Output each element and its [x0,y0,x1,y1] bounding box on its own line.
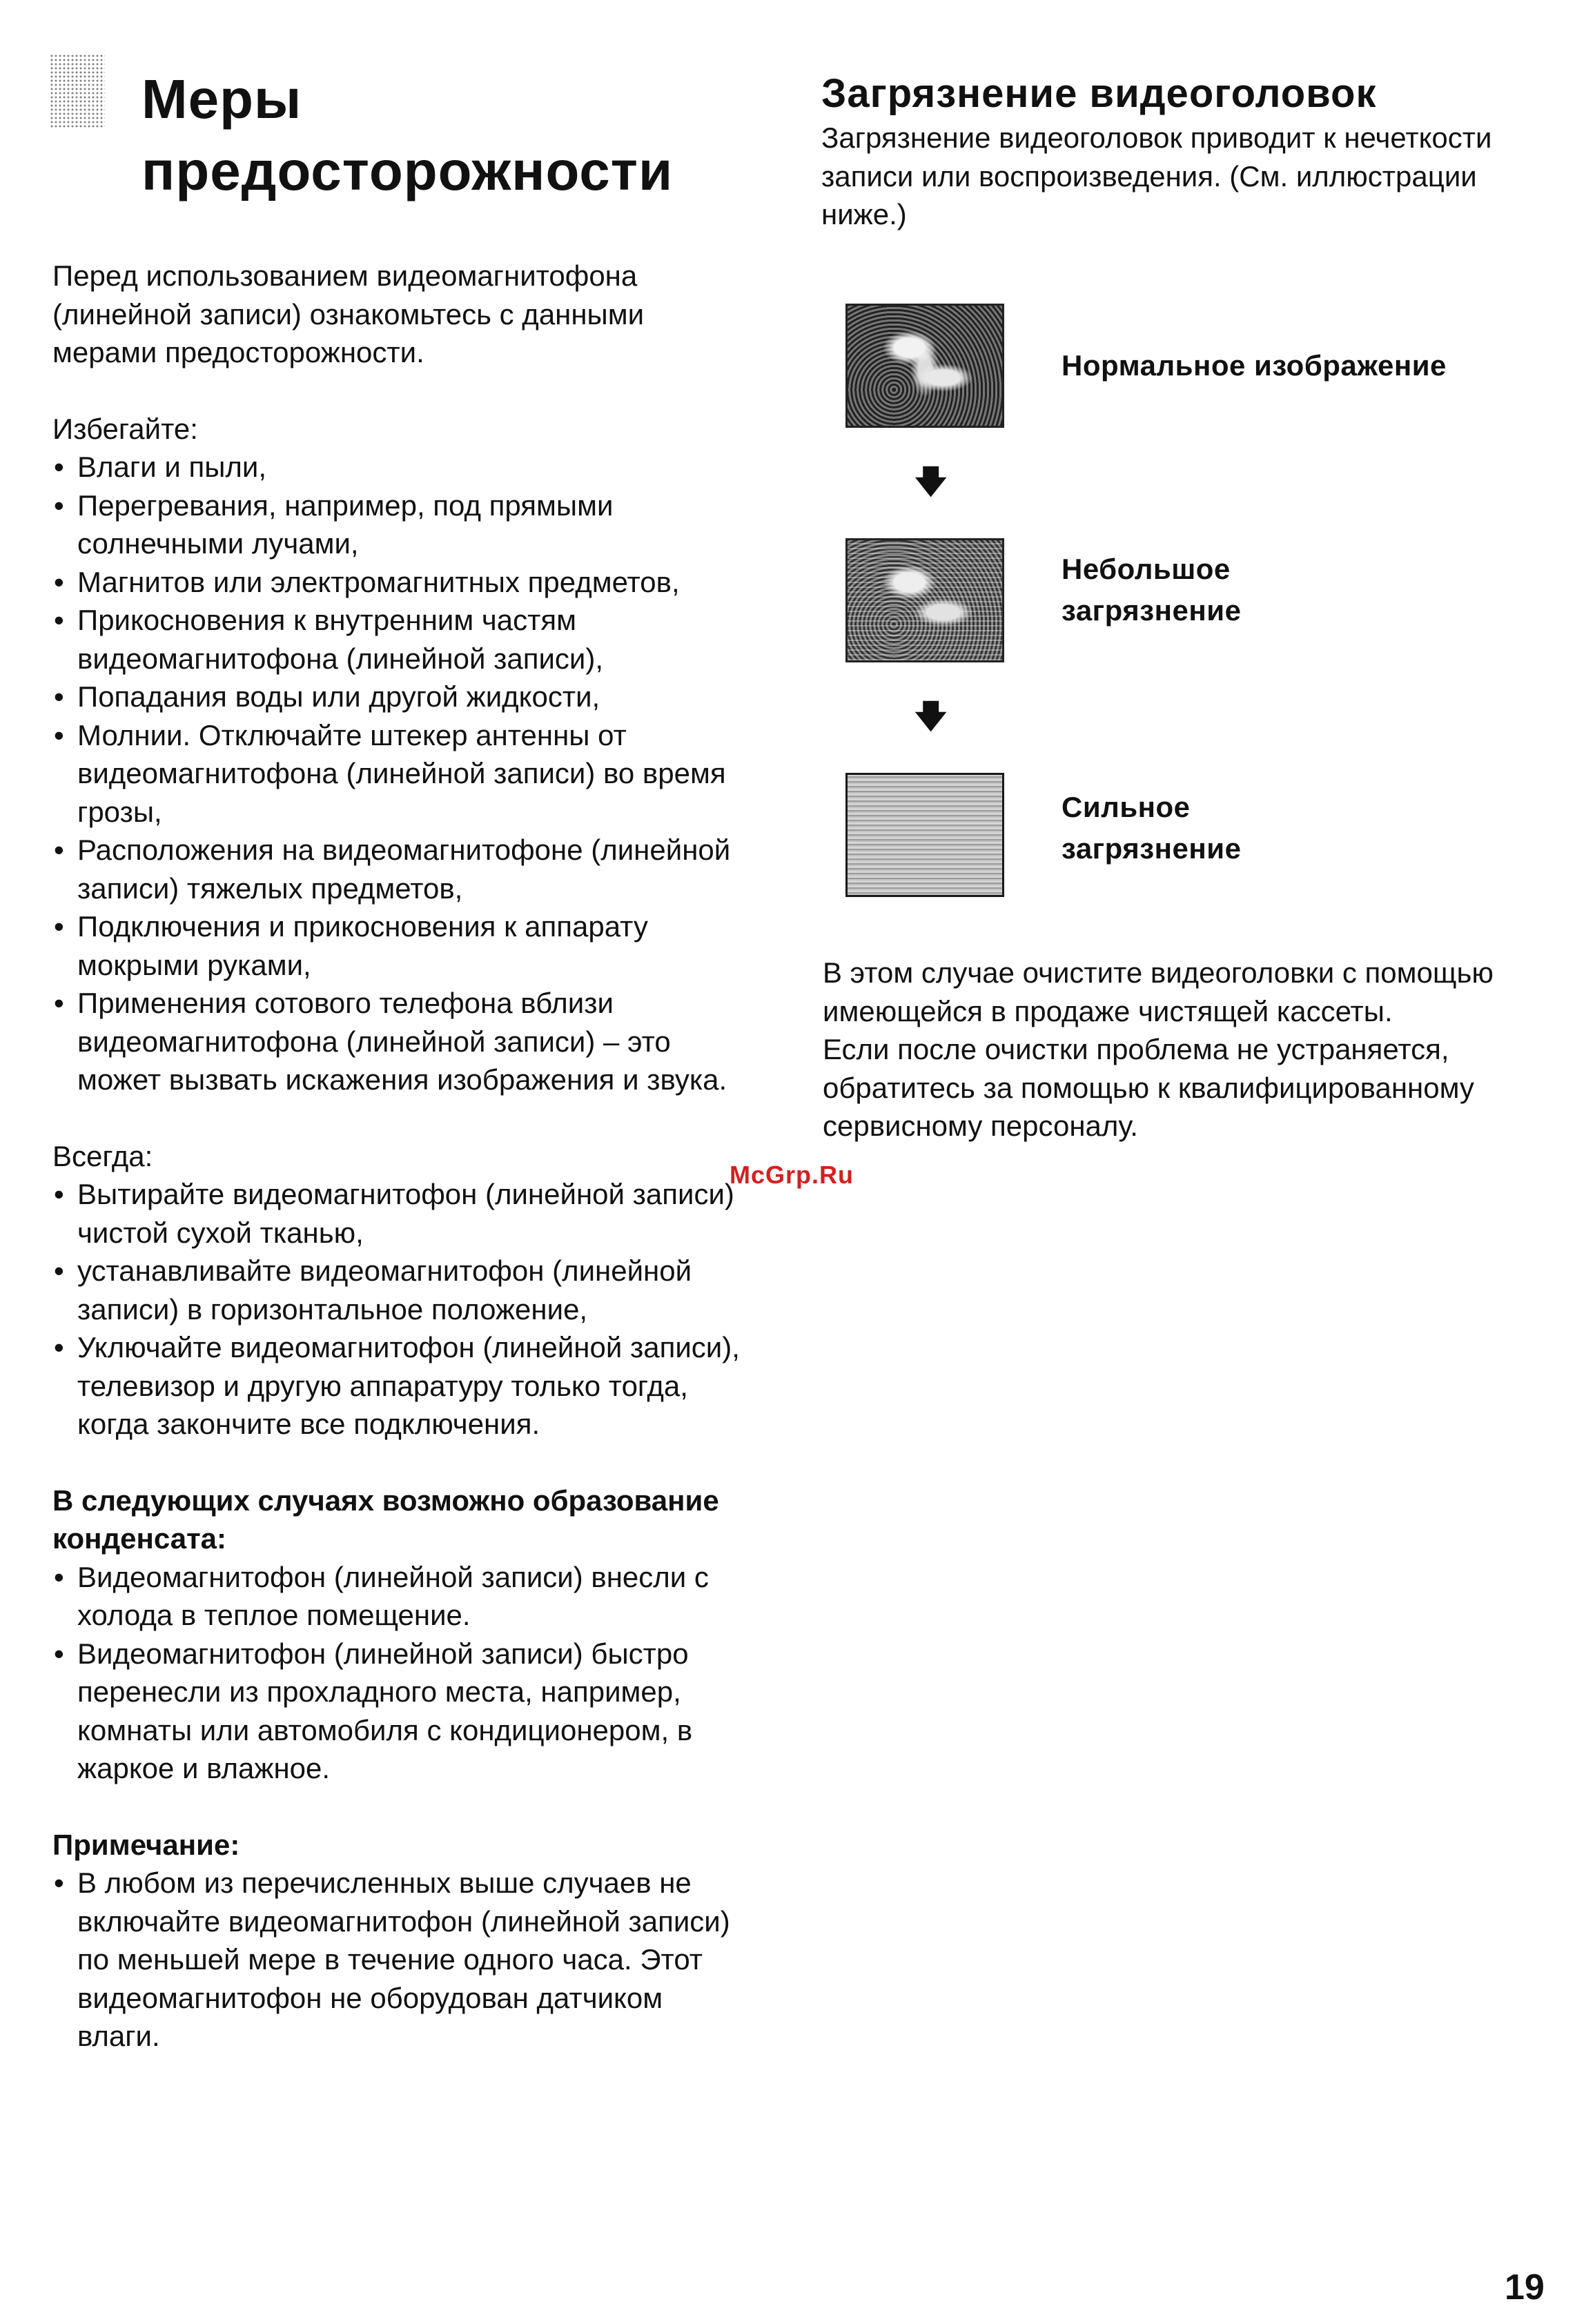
arrow-down-icon: 🡇 [914,464,948,500]
section-intro: Загрязнение видеоголовок приводит к нечеткости записи или воспроизведения. (См. иллюстрации ниже.) [821,121,1492,230]
arrow-down-icon: 🡇 [914,698,948,734]
note-list [52,1864,750,2056]
list-item: • В любом из перечисленных выше случаев не включайте видеомагнитофон (линейной записи) по меньшей мере в течение одного часа. Этот видеомагнитофон не оборудован датчиком влаги. [52,1864,750,2056]
intro-paragraph: Перед использованием видеомагнитофона (линейной записи) ознакомьтесь с данными мерами предосторожности. [52,259,645,368]
list-item: • Перегревания, например, под прямыми солнечными лучами, [52,486,750,563]
section-marker [50,54,105,128]
condensation-list [52,1558,750,1788]
step-label-slight: Небольшое загрязнение [1062,553,1242,627]
picture-quality-illustrations [845,304,1563,897]
always-list [52,1175,750,1444]
page-number: 19 [1505,2267,1545,2307]
list-item: • устанавливайте видеомагнитофон (линейной записи) в горизонтальное положение, [52,1252,750,1328]
watermark: McGrp.Ru [730,1161,854,1189]
list-item: • Вытирайте видеомагнитофон (линейной записи) чистой сухой тканью, [52,1175,750,1252]
list-item: • Подключения и прикосновения к аппарату мокрыми руками, [52,907,750,984]
condensation-heading: В следующих случаях возможно образование конденсата: [52,1484,719,1555]
head-cleaning-section [821,69,1553,234]
cleaning-advice [823,954,1561,1145]
step-label-heavy: Сильное загрязнение [1062,791,1242,865]
normal-picture-illustration [845,304,1004,428]
list-item: • Применения сотового телефона вблизи видеомагнитофона (линейной записи) – это может вызвать искажения изображения и звука. [52,984,750,1099]
list-item: • Магнитов или электромагнитных предметов, [52,563,750,602]
avoid-list [52,448,750,1099]
slight-dirt-picture-illustration [845,538,1004,662]
list-item: • Расположения на видеомагнитофоне (линейной записи) тяжелых предметов, [52,831,750,907]
always-heading: Всегда: [52,1139,153,1172]
page-title [141,63,673,207]
list-item: • Влаги и пыли, [52,448,750,486]
page-title-line-2: предосторожности [141,140,674,201]
list-item: • Молнии. Отключайте штекер антенны от видеомагнитофона (линейной записи) во время грозы, [52,716,750,831]
list-item: • Прикосновения к внутренним частям видеомагнитофона (линейной записи), [52,601,750,678]
precautions-column [52,257,750,2056]
list-item: • Видеомагнитофон (линейной записи) внесли с холода в теплое помещение. [52,1558,750,1635]
advice-paragraph-2: Если после очистки проблема не устраняется, обратитесь за помощью к квалифицированному сервисному персоналу. [823,1033,1474,1142]
note-heading: Примечание: [52,1828,240,1861]
step-label-normal: Нормальное изображение [1062,349,1447,382]
advice-paragraph-1: В этом случае очистите видеоголовки с помощью имеющейся в продаже чистящей кассеты. [823,956,1494,1027]
heavy-dirt-picture-illustration [845,773,1004,897]
list-item: • Уключайте видеомагнитофон (линейной записи), телевизор и другую аппаратуру только тогда, когда закончите все подключения. [52,1328,750,1444]
list-item: • Видеомагнитофон (линейной записи) быстро перенесли из прохладного места, например, комнаты или автомобиля с кондиционером, в жаркое и влажное. [52,1635,750,1788]
page-title-line-1: Меры [141,68,302,130]
avoid-heading: Избегайте: [52,412,198,445]
section-heading: Загрязнение видеоголовок [821,71,1377,116]
list-item: • Попадания воды или другой жидкости, [52,678,750,716]
